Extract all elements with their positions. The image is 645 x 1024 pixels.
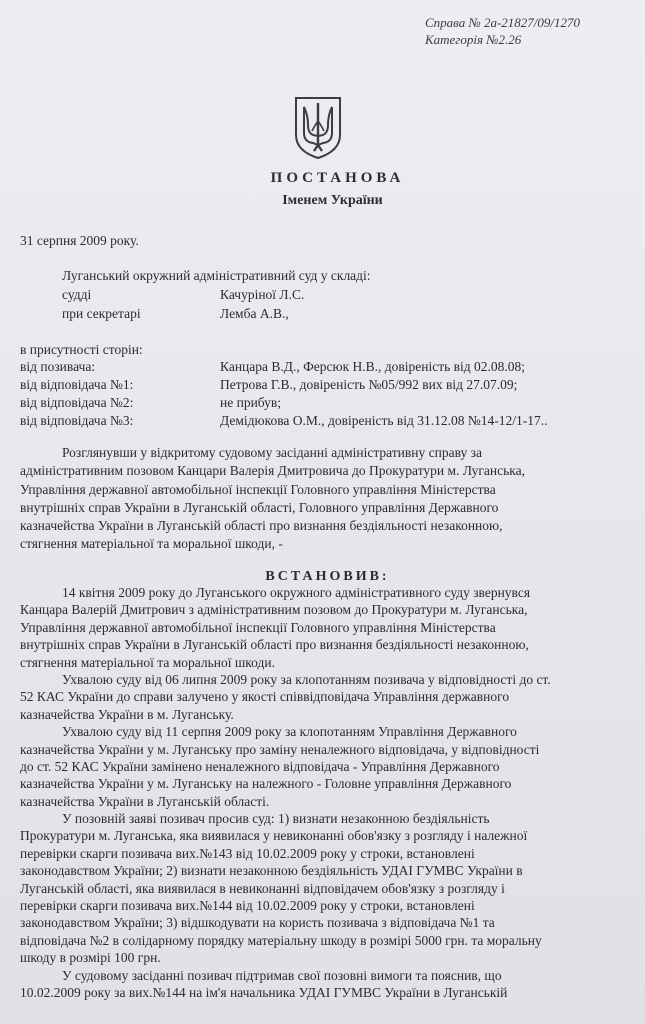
established-heading: ВСТАНОВИВ: xyxy=(265,569,390,584)
text-line: перевірки скарги позивача вих.№144 від 10.02.2009 року у строки, встановлені xyxy=(20,898,475,914)
text-line: казначейства України у м. Луганську про заміну неналежного відповідача, у відповідності xyxy=(20,741,540,757)
party-value: не прибув; xyxy=(220,395,282,410)
text-line: законодавством України; 2) визнати незаконною бездіяльність УДАІ ГУМВС України в xyxy=(20,863,523,879)
document-title: ПОСТАНОВА xyxy=(270,170,405,186)
text-line: стягнення матеріальної та моральної шкоди. xyxy=(20,654,275,670)
secretary-label: при секретарі xyxy=(62,306,141,321)
trident-emblem-icon xyxy=(293,95,343,161)
document-subtitle: Іменем України xyxy=(282,193,383,208)
intro-paragraph xyxy=(20,444,622,554)
party-row xyxy=(20,395,620,411)
text-line: стягнення матеріальної та моральної шкоди, - xyxy=(20,536,283,552)
text-line: відповідача №2 в солідарному порядку матеріальну шкоду в розмірі 5000 грн. та моральну xyxy=(20,932,542,948)
court-composition: Луганський окружний адміністративний суд у складі: xyxy=(62,268,371,283)
party-row xyxy=(20,377,620,393)
party-row xyxy=(20,359,620,375)
text-line: Ухвалою суду від 06 липня 2009 року за клопотанням позивача у відповідності до ст. xyxy=(62,671,551,687)
text-line: внутрішніх справ України в Луганській області про визнання бездіяльності незаконною, xyxy=(20,637,529,653)
judge-label: судді xyxy=(62,287,92,302)
judge-value: Качуріної Л.С. xyxy=(220,287,305,302)
party-value: Петрова Г.В., довіреність №05/992 вих від 27.07.09; xyxy=(220,377,518,392)
party-label: від відповідача №2: xyxy=(20,395,134,410)
text-line: казначейства України в Луганській області про визнання бездіяльності незаконною, xyxy=(20,518,503,534)
text-line: У позовній заяві позивач просив суд: 1) визнати незаконною бездіяльність xyxy=(62,811,490,827)
presence-heading: в присутності сторін: xyxy=(20,342,143,357)
text-line: адміністративним позовом Канцари Валерія Дмитровича до Прокуратури м. Луганська, xyxy=(20,463,526,479)
text-line: У судовому засіданні позивач підтримав свої позовні вимоги та пояснив, що xyxy=(62,967,502,983)
text-line: Управління державної автомобільної інспекції Головного управління Міністерства xyxy=(20,481,496,497)
document-date: 31 серпня 2009 року. xyxy=(20,233,139,248)
party-label: від відповідача №1: xyxy=(20,377,134,392)
text-line: законодавством України; 3) відшкодувати на користь позивача з відповідача №1 та xyxy=(20,915,495,931)
text-line: перевірки скарги позивача вих.№143 від 10.02.2009 року у строки, встановлені xyxy=(20,845,475,861)
text-line: Ухвалою суду від 11 серпня 2009 року за клопотанням Управління Державного xyxy=(62,724,517,740)
text-line: внутрішніх справ України в Луганській області, Головного управління Державного xyxy=(20,499,499,515)
secretary-value: Лемба А.В., xyxy=(220,306,289,321)
text-line: Канцара Валерій Дмитрович з адміністративним позовом до Прокуратури м. Луганська, xyxy=(20,602,528,618)
party-value: Канцара В.Д., Ферсюк Н.В., довіреність від 02.08.08; xyxy=(220,359,526,374)
body-text xyxy=(20,584,622,1001)
text-line: 52 КАС України до справи залучено у якості співвідповідача Управління державного xyxy=(20,689,510,705)
text-line: шкоду в розмірі 100 грн. xyxy=(20,950,161,966)
text-line: Прокуратури м. Луганська, яка виявилася у невиконанні обов'язку з розгляду і належної xyxy=(20,828,528,844)
party-label: від позивача: xyxy=(20,359,96,374)
text-line: казначейства України в м. Луганську. xyxy=(20,706,234,722)
text-line: 14 квітня 2009 року до Луганського окружного адміністративного суду звернувся xyxy=(62,585,531,600)
text-line: Розглянувши у відкритому судовому засіданні адміністративну справу за xyxy=(62,445,482,460)
party-row xyxy=(20,413,620,429)
party-label: від відповідача №3: xyxy=(20,413,134,428)
case-category: Категорія №2.26 xyxy=(425,32,522,47)
text-line: казначейства України в Луганській області. xyxy=(20,793,270,809)
case-reference xyxy=(425,14,580,48)
text-line: Управління державної автомобільної інспекції Головного управління Міністерства xyxy=(20,619,496,635)
party-value: Демідюкова О.М., довіреність від 31.12.08 №14-12/1-17.. xyxy=(220,413,548,428)
text-line: Луганській області, яка виявилася в невиконанні відповідачем обов'язку з розгляду і xyxy=(20,880,505,896)
text-line: до ст. 52 КАС України замінено неналежного відповідача - Управління Державного xyxy=(20,758,500,774)
text-line: казначейства України у м. Луганську на належного - Головне управління Державного xyxy=(20,776,512,792)
text-line: 10.02.2009 року за вих.№144 на ім'я начальника УДАІ ГУМВС України в Луганській xyxy=(20,984,508,1000)
case-number: Справа № 2а-21827/09/1270 xyxy=(425,15,581,30)
